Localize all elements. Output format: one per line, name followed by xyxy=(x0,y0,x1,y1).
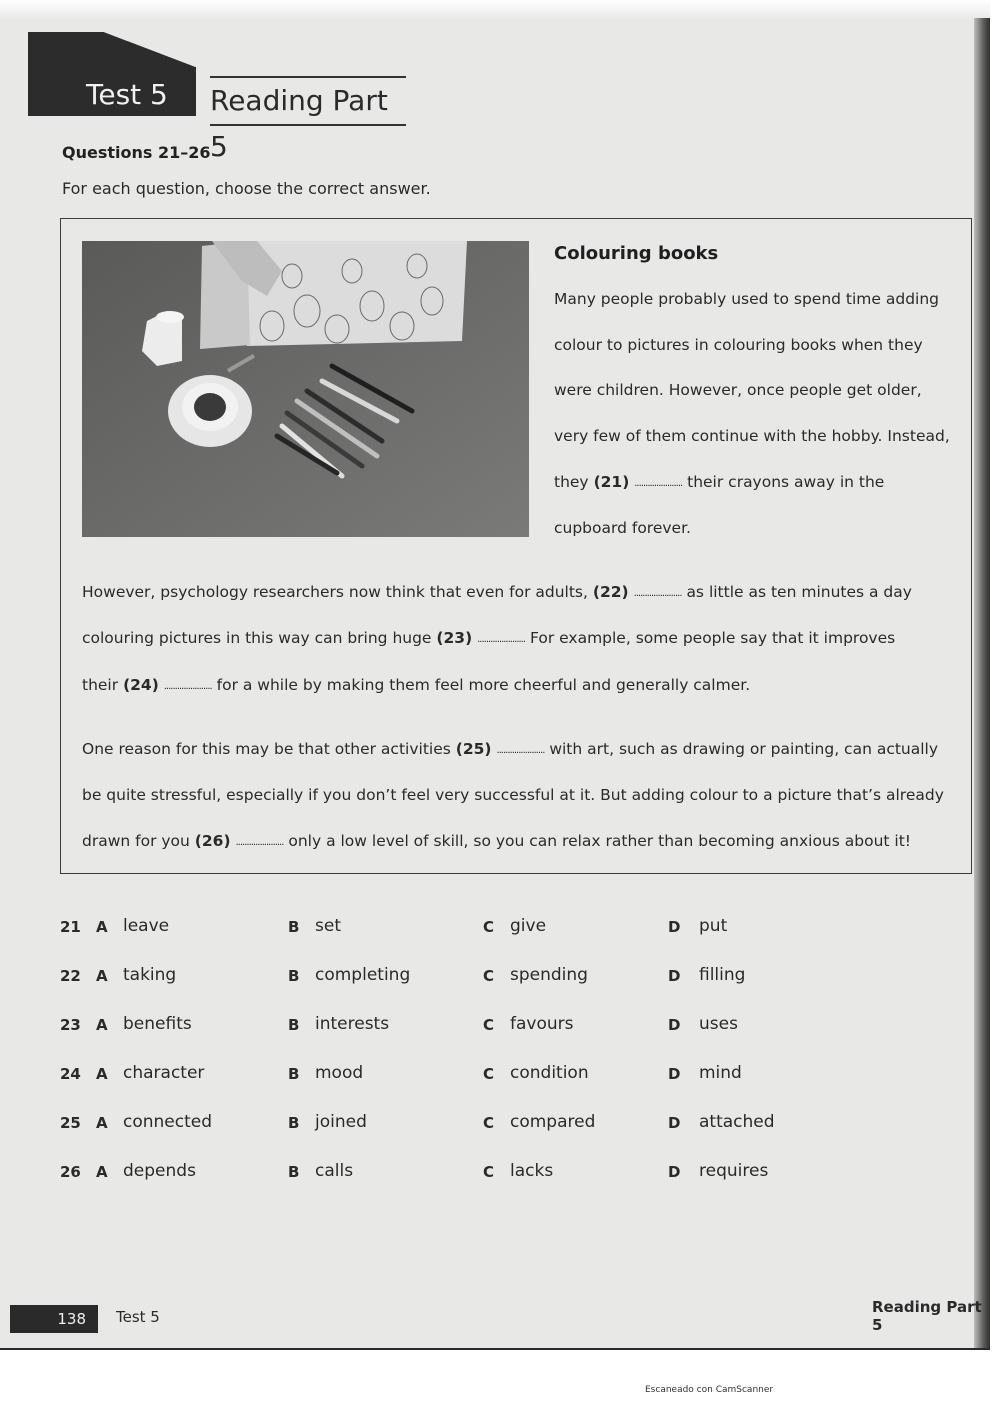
text-fragment: for a while by making them feel more cheerful and generally calmer. xyxy=(216,676,751,694)
option-letter-b: B xyxy=(288,1163,300,1181)
colouring-photo-image xyxy=(82,241,529,537)
option-21-d[interactable]: put xyxy=(699,916,728,936)
part-title: Reading Part 5 xyxy=(210,76,406,126)
option-letter-b: B xyxy=(288,1114,300,1132)
option-26-c[interactable]: lacks xyxy=(510,1161,554,1181)
article-p3-line-3 xyxy=(82,832,911,850)
footer-part-label: Reading Part 5 xyxy=(872,1298,982,1334)
option-letter-a: A xyxy=(96,1163,108,1181)
option-letter-b: B xyxy=(288,1065,300,1083)
scanner-watermark: Escaneado con CamScanner xyxy=(645,1385,774,1395)
text-fragment: drawn for you xyxy=(82,832,190,850)
question-number: 24 xyxy=(60,1065,81,1083)
text-fragment: their xyxy=(82,676,119,694)
gap-dots: ...................... xyxy=(163,681,212,692)
colouring-photo xyxy=(82,241,529,537)
option-letter-b: B xyxy=(288,918,300,936)
option-letter-c: C xyxy=(483,1114,495,1132)
option-24-c[interactable]: condition xyxy=(510,1063,589,1083)
article-intro-line-2: colour to pictures in colouring books when they xyxy=(554,336,923,354)
gap-dots: ...................... xyxy=(634,478,683,489)
article-p2-line-1 xyxy=(82,583,912,601)
option-24-d[interactable]: mind xyxy=(699,1063,742,1083)
option-24-b[interactable]: mood xyxy=(315,1063,364,1083)
option-22-a[interactable]: taking xyxy=(123,965,177,985)
option-letter-c: C xyxy=(483,1065,495,1083)
option-letter-d: D xyxy=(668,1114,681,1132)
question-number: 25 xyxy=(60,1114,81,1132)
page-binding-edge xyxy=(974,18,990,1348)
option-letter-d: D xyxy=(668,1163,681,1181)
question-21-options xyxy=(0,916,990,940)
option-letter-c: C xyxy=(483,1016,495,1034)
article-intro-line-4: very few of them continue with the hobby. Instead, xyxy=(554,427,950,445)
question-24-options xyxy=(0,1063,990,1087)
text-fragment: with art, such as drawing or painting, can actually xyxy=(549,740,939,758)
article-intro-line-1: Many people probably used to spend time adding xyxy=(554,290,940,308)
text-fragment: One reason for this may be that other activities xyxy=(82,740,451,758)
test-label: Test 5 xyxy=(86,78,168,111)
question-22-options xyxy=(0,965,990,989)
article-p2-line-2 xyxy=(82,629,895,647)
gap-24: (24) xyxy=(123,676,159,694)
option-23-b[interactable]: interests xyxy=(315,1014,390,1034)
option-23-a[interactable]: benefits xyxy=(123,1014,192,1034)
option-letter-c: C xyxy=(483,918,495,936)
gap-23: (23) xyxy=(436,629,473,647)
question-number: 26 xyxy=(60,1163,81,1181)
option-letter-c: C xyxy=(483,1163,495,1181)
option-letter-a: A xyxy=(96,1016,108,1034)
option-letter-a: A xyxy=(96,967,108,985)
option-letter-d: D xyxy=(668,967,681,985)
article-intro-line-6: cupboard forever. xyxy=(554,519,691,537)
text-fragment: colouring pictures in this way can bring huge xyxy=(82,629,432,647)
article-intro-line-5 xyxy=(554,473,884,491)
gap-dots: ...................... xyxy=(235,837,284,848)
option-23-d[interactable]: uses xyxy=(699,1014,738,1034)
option-letter-b: B xyxy=(288,1016,300,1034)
page-top-edge xyxy=(0,0,990,20)
option-26-d[interactable]: requires xyxy=(699,1161,769,1181)
question-23-options xyxy=(0,1014,990,1038)
gap-22: (22) xyxy=(592,583,629,601)
option-letter-a: A xyxy=(96,1065,108,1083)
option-25-c[interactable]: compared xyxy=(510,1112,596,1132)
gap-25: (25) xyxy=(455,740,492,758)
option-letter-a: A xyxy=(96,918,108,936)
question-number: 23 xyxy=(60,1016,81,1034)
option-23-c[interactable]: favours xyxy=(510,1014,574,1034)
article-p3-line-2: be quite stressful, especially if you don’t feel very successful at it. But adding colour to a picture that’s already xyxy=(82,786,944,804)
option-25-d[interactable]: attached xyxy=(699,1112,775,1132)
question-26-options xyxy=(0,1161,990,1185)
option-letter-d: D xyxy=(668,1065,681,1083)
gap-dots: ...................... xyxy=(477,634,526,645)
option-letter-d: D xyxy=(668,1016,681,1034)
option-26-a[interactable]: depends xyxy=(123,1161,196,1181)
option-letter-b: B xyxy=(288,967,300,985)
footer-test-label: Test 5 xyxy=(116,1308,160,1326)
option-letter-a: A xyxy=(96,1114,108,1132)
question-number: 22 xyxy=(60,967,81,985)
questions-label: Questions 21–26 xyxy=(62,143,211,162)
article-intro-line-3: were children. However, once people get older, xyxy=(554,381,922,399)
text-fragment: only a low level of skill, so you can relax rather than becoming anxious about it! xyxy=(288,832,911,850)
option-26-b[interactable]: calls xyxy=(315,1161,354,1181)
option-letter-c: C xyxy=(483,967,495,985)
text-fragment: they xyxy=(554,473,589,491)
option-24-a[interactable]: character xyxy=(123,1063,205,1083)
article-p2-line-3 xyxy=(82,676,750,694)
question-25-options xyxy=(0,1112,990,1136)
gap-dots: ...................... xyxy=(633,588,682,599)
gap-26: (26) xyxy=(194,832,231,850)
gap-dots: ...................... xyxy=(496,745,545,756)
option-25-a[interactable]: connected xyxy=(123,1112,213,1132)
option-22-c[interactable]: spending xyxy=(510,965,588,985)
text-fragment: However, psychology researchers now think that even for adults, xyxy=(82,583,588,601)
page-number: 138 xyxy=(10,1305,98,1333)
option-21-c[interactable]: give xyxy=(510,916,547,936)
option-21-b[interactable]: set xyxy=(315,916,341,936)
text-fragment: their crayons away in the xyxy=(687,473,885,491)
option-letter-d: D xyxy=(668,918,681,936)
article-title: Colouring books xyxy=(554,243,719,264)
option-22-d[interactable]: filling xyxy=(699,965,746,985)
article-p3-line-1 xyxy=(82,740,938,758)
option-25-b[interactable]: joined xyxy=(315,1112,367,1132)
option-22-b[interactable]: completing xyxy=(315,965,411,985)
gap-21: (21) xyxy=(593,473,630,491)
text-fragment: For example, some people say that it improves xyxy=(529,629,896,647)
instruction: For each question, choose the correct answer. xyxy=(62,179,431,198)
question-number: 21 xyxy=(60,918,81,936)
option-21-a[interactable]: leave xyxy=(123,916,170,936)
text-fragment: as little as ten minutes a day xyxy=(686,583,912,601)
